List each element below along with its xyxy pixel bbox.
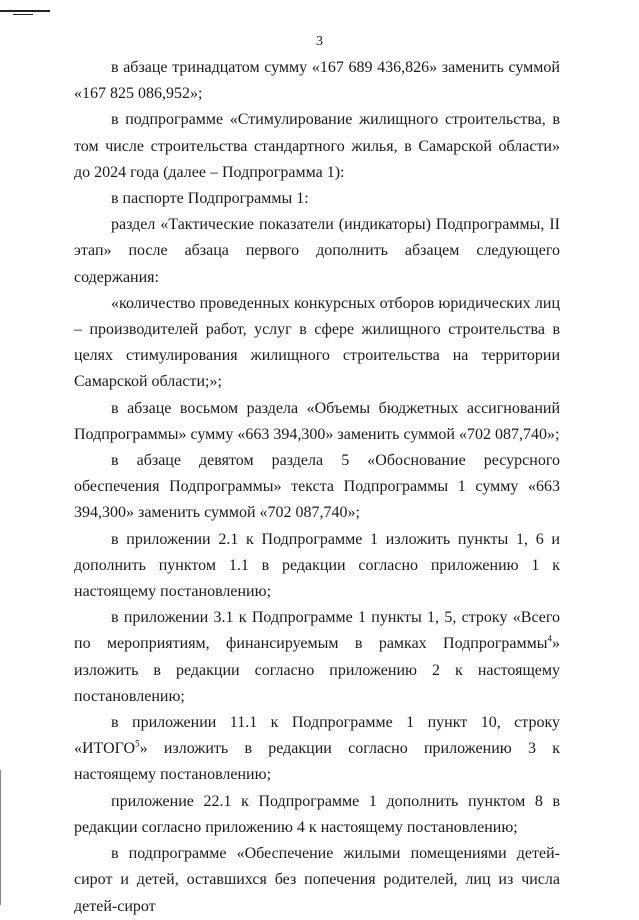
scan-mark	[0, 10, 50, 12]
page-number: 3	[316, 34, 323, 49]
paragraph: в подпрограмме «Стимулирование жилищного строительства, в том числе строительства стандартного жилья, в Самарской области» до 2024 года (далее – Подпрограмма 1):	[74, 111, 560, 181]
document-body	[74, 55, 560, 920]
paragraph	[74, 605, 560, 710]
paragraph: в абзаце тринадцатом сумму «167 689 436,826» заменить суммой «167 825 086,952»;	[74, 59, 560, 103]
paragraph: в абзаце девятом раздела 5 «Обоснование ресурсного обеспечения Подпрограммы» текста Подпрограммы 1 сумму «663 394,300» заменить суммой «702 087,740»;	[74, 452, 560, 522]
paragraph-text: в приложении 3.1 к Подпрограмме 1 пункты 1, 5, строку «Всего по мероприятиям, финансируемым в рамках Подпрограммы	[74, 609, 560, 653]
paragraph: «количество проведенных конкурсных отборов юридических лиц – производителей работ, услуг в сфере жилищного строительства в целях стимулирования жилищного строительства на территории Самарской области;»;	[74, 294, 560, 391]
footnote-mark: 4	[547, 634, 552, 645]
footnote-mark: 5	[135, 738, 140, 749]
paragraph: в приложении 2.1 к Подпрограмме 1 изложить пункты 1, 6 и дополнить пунктом 1.1 в редакции согласно приложению 1 к настоящему постановлению;	[74, 530, 560, 601]
scan-mark	[0, 770, 1, 905]
paragraph-text: в приложении 11.1 к Подпрограмме 1 пункт 10, строку «ИТОГО	[74, 714, 560, 758]
paragraph	[74, 710, 560, 789]
paragraph: раздел «Тактические показатели (индикаторы) Подпрограммы, II этап» после абзаца первого дополнить абзацем следующего содержания:	[74, 216, 560, 286]
scan-mark	[13, 14, 33, 15]
paragraph-text: » изложить в редакции согласно приложению 2 к настоящему постановлению;	[74, 635, 560, 705]
paragraph: в абзаце восьмом раздела «Объемы бюджетных ассигнований Подпрограммы» сумму «663 394,300» заменить суммой «702 087,740»;	[74, 399, 560, 443]
paragraph: в паспорте Подпрограммы 1:	[111, 190, 309, 208]
paragraph-text: » изложить в редакции согласно приложению 3 к настоящему постановлению;	[74, 740, 560, 784]
paragraph: приложение 22.1 к Подпрограмме 1 дополнить пунктом 8 в редакции согласно приложению 4 к настоящему постановлению;	[74, 792, 560, 836]
paragraph: в подпрограмме «Обеспечение жилыми помещениями детей-сирот и детей, оставшихся без попечения родителей, лиц из числа детей-сирот	[74, 845, 560, 915]
